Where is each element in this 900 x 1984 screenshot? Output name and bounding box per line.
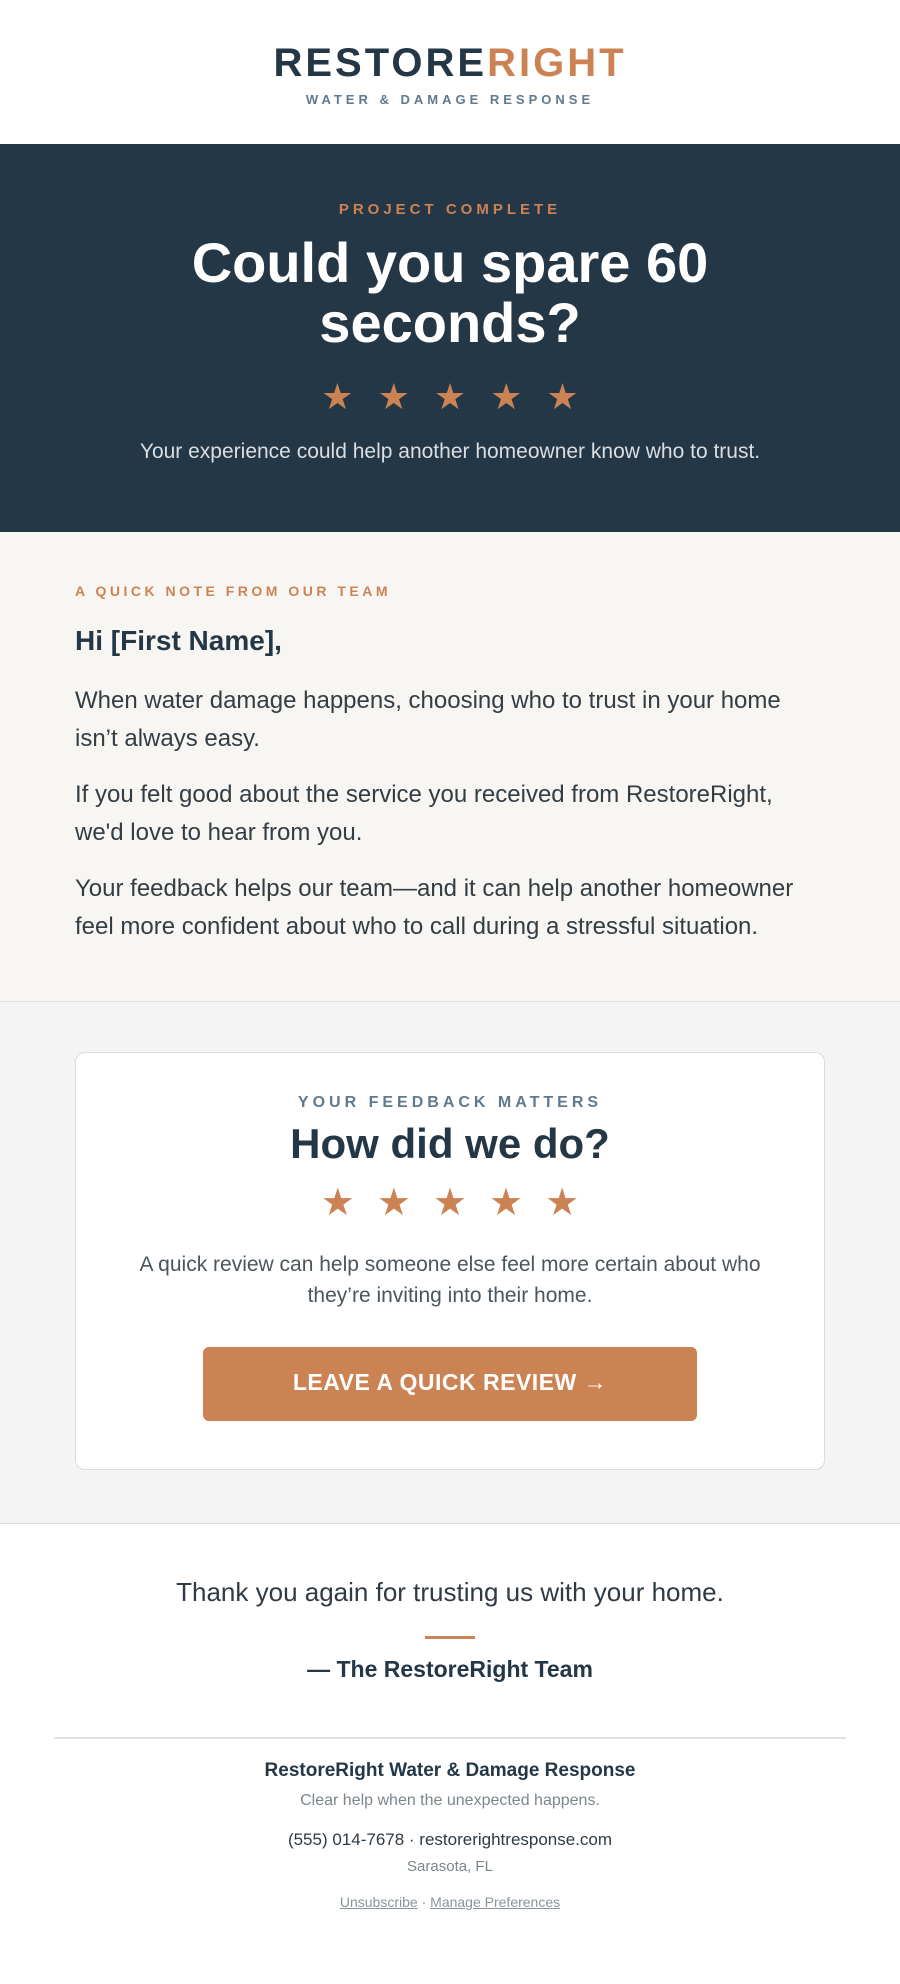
star-icon: ★ xyxy=(377,376,410,417)
feedback-eyebrow: YOUR FEEDBACK MATTERS xyxy=(297,1094,603,1111)
star-icon: ★ xyxy=(546,376,579,417)
feedback-section xyxy=(0,1002,900,1524)
feedback-star-rating xyxy=(76,1183,824,1223)
brand-logo xyxy=(0,0,900,88)
star-icon: ★ xyxy=(376,1182,411,1224)
closing-section xyxy=(0,1524,900,1683)
greeting: Hi [First Name], xyxy=(75,625,282,656)
footer-contact: (555) 014-7678 · restorerightresponse.com xyxy=(287,1830,613,1849)
star-icon: ★ xyxy=(320,1182,355,1224)
email-footer xyxy=(0,1759,900,1911)
logo-part-2: RIGHT xyxy=(487,41,627,85)
link-separator: · xyxy=(421,1894,427,1910)
hero-star-rating xyxy=(0,377,900,417)
email-header xyxy=(0,0,900,144)
star-icon: ★ xyxy=(490,376,523,417)
footer-location: Sarasota, FL xyxy=(407,1858,493,1875)
note-paragraph: If you felt good about the service you received from RestoreRight, we'd love to hear from you. xyxy=(75,781,773,846)
footer-company-name: RestoreRight Water & Damage Response xyxy=(264,1760,636,1781)
footer-links xyxy=(0,1893,900,1911)
manage-preferences-link[interactable]: Manage Preferences xyxy=(430,1894,561,1910)
note-paragraph: When water damage happens, choosing who to trust in your home isn’t always easy. xyxy=(75,687,781,752)
star-icon: ★ xyxy=(545,1182,580,1224)
star-icon: ★ xyxy=(432,1182,468,1224)
accent-divider xyxy=(425,1636,475,1639)
note-section xyxy=(0,532,900,1002)
brand-tagline: WATER & DAMAGE RESPONSE xyxy=(305,92,595,107)
unsubscribe-link[interactable]: Unsubscribe xyxy=(339,1894,418,1910)
team-signoff: — The RestoreRight Team xyxy=(307,1656,593,1682)
feedback-text: A quick review can help someone else feel more certain about who they’re inviting into their home. xyxy=(139,1253,761,1307)
star-icon: ★ xyxy=(321,376,354,417)
footer-divider xyxy=(54,1737,846,1739)
leave-review-button[interactable]: LEAVE A QUICK REVIEW → xyxy=(203,1347,697,1421)
footer-slogan: Clear help when the unexpected happens. xyxy=(300,1792,600,1809)
note-eyebrow: A QUICK NOTE FROM OUR TEAM xyxy=(75,583,392,599)
hero-subtitle: Your experience could help another homeowner know who to trust. xyxy=(139,440,761,463)
hero-eyebrow: PROJECT COMPLETE xyxy=(338,201,562,218)
hero-section xyxy=(0,144,900,532)
feedback-card xyxy=(75,1052,825,1470)
note-paragraph: Your feedback helps our team—and it can help another homeowner feel more confident about who to call during a stressful situation. xyxy=(75,875,794,940)
thank-you-message: Thank you again for trusting us with your home. xyxy=(176,1577,724,1607)
star-icon: ★ xyxy=(489,1182,524,1224)
logo-part-1: RESTORE xyxy=(273,41,488,85)
hero-title: Could you spare 60 seconds? xyxy=(191,231,709,354)
feedback-title: How did we do? xyxy=(290,1120,610,1167)
star-icon: ★ xyxy=(433,376,467,417)
